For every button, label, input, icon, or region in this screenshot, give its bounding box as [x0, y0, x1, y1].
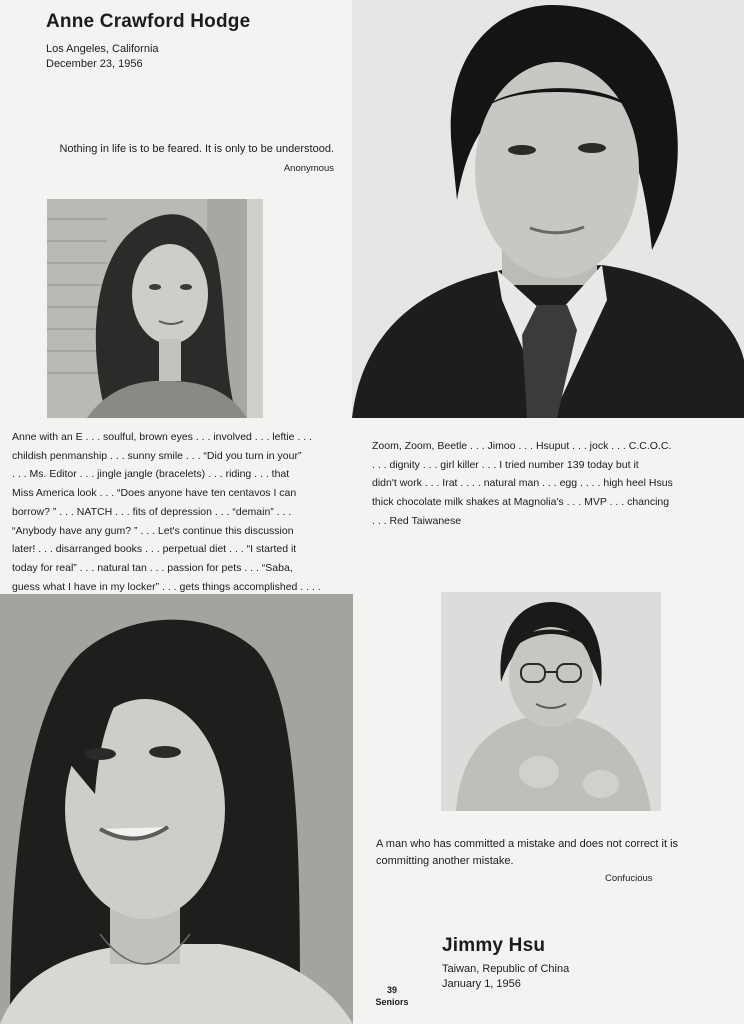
jimmy-portrait-photo	[352, 0, 744, 418]
bio-line: today for real” . . . natural tan . . . passion for pets . . . “Saba,	[12, 561, 293, 574]
bio-line: childish penmanship . . . sunny smile . . . “Did you turn in your”	[12, 449, 302, 462]
anne-quote: Nothing in life is to be feared. It is only to be understood.	[59, 143, 334, 155]
bio-line: . . . dignity . . . girl killer . . . I tried number 139 today but it	[372, 458, 639, 471]
jimmy-casual-photo	[441, 592, 661, 811]
anne-bio	[12, 428, 332, 615]
bio-line: . . . Red Taiwanese	[372, 514, 462, 527]
anne-quote-author: Anonymous	[283, 163, 334, 174]
page-number: 39	[386, 985, 397, 995]
bio-line: Anne with an E . . . soulful, brown eyes . . . involved . . . leftie . . .	[12, 431, 312, 443]
anne-name: Anne Crawford Hodge	[46, 11, 251, 32]
anne-portrait-photo	[0, 594, 353, 1024]
quote-line: A man who has committed a mistake and does not correct it is	[376, 838, 679, 850]
jimmy-bio	[372, 437, 702, 531]
anne-birthdate: December 23, 1956	[46, 58, 143, 70]
bio-line: thick chocolate milk shakes at Magnolia's . . . MVP . . . chancing	[372, 496, 670, 509]
bio-line: borrow? ” . . . NATCH . . . fits of depression . . . “demain” . . .	[12, 505, 292, 518]
bio-line: guess what I have in my locker” . . . gets things accomplished . . . .	[12, 580, 321, 593]
bio-line: didn't work . . . Irat . . . . natural man . . . egg . . . . high heel Hsus	[372, 477, 673, 490]
bio-line: Miss America look . . . “Does anyone have ten centavos I can	[12, 487, 297, 500]
jimmy-hometown: Taiwan, Republic of China	[442, 963, 570, 975]
jimmy-name: Jimmy Hsu	[442, 935, 546, 956]
anne-hometown: Los Angeles, California	[46, 43, 159, 55]
bio-line: later! . . . disarranged books . . . perpetual diet . . . “I started it	[12, 543, 297, 556]
jimmy-birthdate: January 1, 1956	[442, 978, 521, 990]
anne-casual-photo	[47, 199, 263, 418]
section-label: Seniors	[375, 997, 409, 1007]
bio-line: . . . Ms. Editor . . . jingle jangle (bracelets) . . . riding . . . that	[12, 468, 290, 481]
jimmy-quote	[376, 836, 706, 870]
bio-line: “Anybody have any gum? ” . . . Let's continue this discussion	[12, 524, 294, 537]
jimmy-quote-author: Confucious	[605, 873, 653, 884]
quote-line: committing another mistake.	[376, 855, 514, 867]
page-footer	[372, 984, 412, 1008]
bio-line: Zoom, Zoom, Beetle . . . Jimoo . . . Hsuput . . . jock . . . C.C.O.C.	[372, 440, 672, 452]
